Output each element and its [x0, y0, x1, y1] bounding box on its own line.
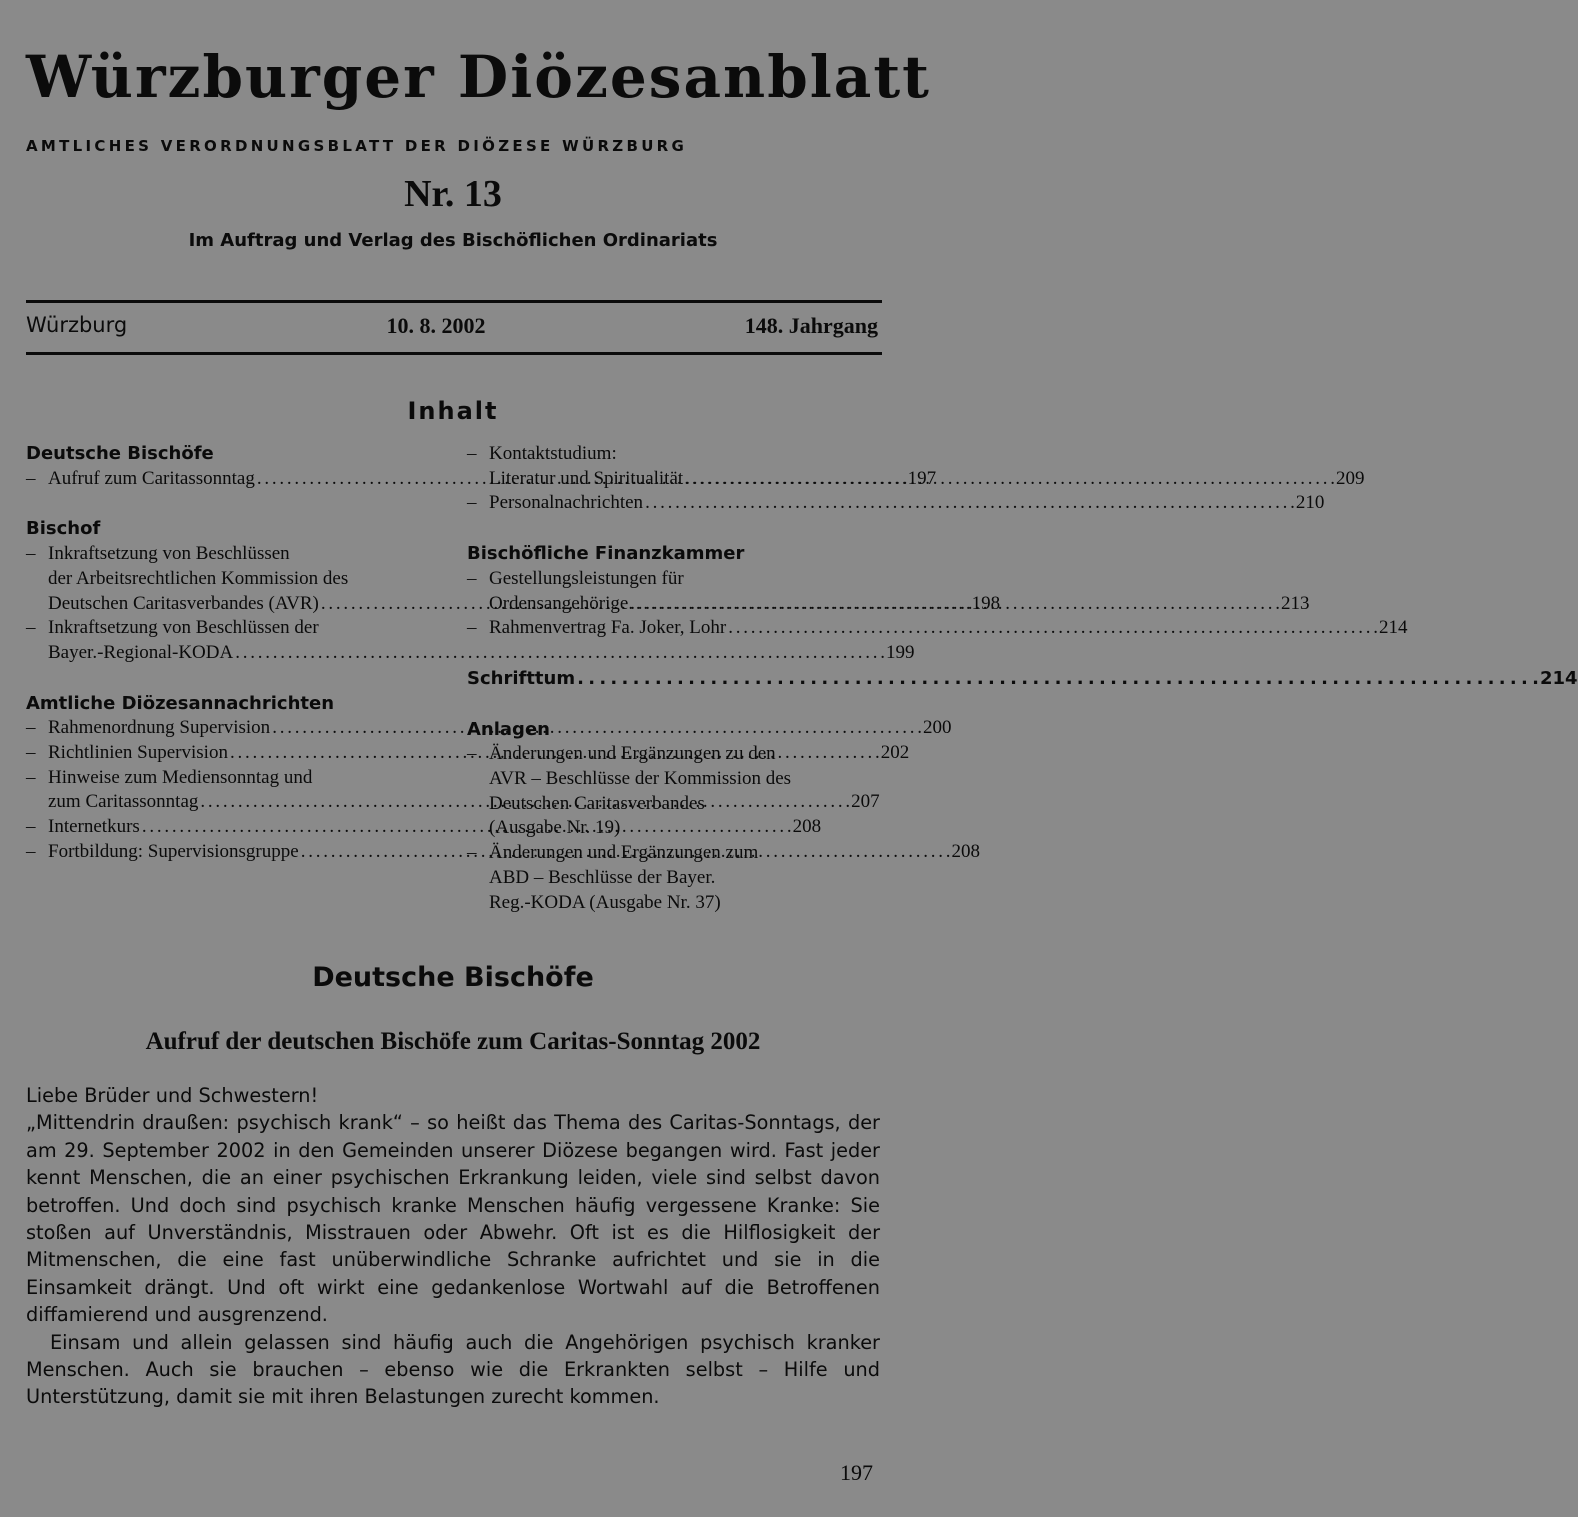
toc-entry-label: Kontaktstudium:: [489, 443, 617, 464]
toc-entry-text: [489, 616, 1407, 641]
toc-entry-label: Änderungen und Ergänzungen zum: [489, 842, 759, 864]
toc-section-heading: Anlagen: [467, 718, 550, 740]
leader-dots: [577, 667, 1538, 692]
issue-number: Nr. 13: [404, 173, 502, 215]
section-gap: [26, 491, 434, 517]
toc-page: 200: [922, 717, 952, 739]
toc-entry-label: Rahmenvertrag Fa. Joker, Lohr: [489, 617, 727, 639]
salutation: Liebe Brüder und Schwestern!: [26, 1084, 319, 1107]
dash: –: [26, 840, 36, 862]
toc-entry-label: AVR – Beschlüsse der Kommission des: [489, 768, 792, 790]
toc-entry-label: Richtlinien Supervision: [48, 742, 228, 764]
toc-page: 208: [792, 816, 822, 838]
toc-entry-text: [48, 766, 434, 791]
toc-entry: [467, 567, 881, 592]
toc-title: Inhalt: [407, 397, 499, 425]
toc-entry-label: der Arbeitsrechtlichen Kommission des: [48, 567, 349, 589]
dash: –: [26, 816, 36, 838]
dash: –: [467, 743, 477, 765]
toc-page: 209: [1335, 467, 1365, 489]
toc-entry-continuation: [467, 767, 881, 792]
dash: –: [467, 492, 477, 514]
toc-entry-label: Ordensangehörige: [489, 592, 629, 614]
toc-entry-text: [489, 467, 1364, 492]
toc-entry-label: Inkraftsetzung von Beschlüssen: [48, 543, 290, 565]
toc-entry: [26, 616, 434, 641]
divider-top: [26, 300, 882, 303]
toc-heading-text: [467, 667, 1540, 692]
dash: –: [467, 567, 477, 589]
toc-entry-text: [489, 742, 881, 767]
toc-entry-continuation: [467, 792, 881, 817]
section-gap: [26, 666, 434, 692]
toc-entry-text: [489, 792, 881, 817]
section-gap: [467, 692, 881, 718]
toc-entry-text: [489, 841, 881, 866]
toc-entry-text: [489, 816, 881, 841]
toc-entry: [467, 841, 881, 866]
toc-entry-text: [489, 567, 881, 592]
dash: –: [467, 443, 477, 464]
toc-section-heading: Deutsche Bischöfe: [26, 443, 214, 464]
dash: –: [26, 766, 36, 788]
toc-entry-label: Aufruf zum Caritassonntag: [48, 467, 255, 489]
toc-entry-label: Deutschen Caritasverbandes: [489, 792, 705, 814]
toc-entry-continuation: [467, 816, 881, 841]
toc-entry-label: Rahmenordnung Supervision: [48, 717, 271, 739]
toc-entry-label: Änderungen und Ergänzungen zu den: [489, 743, 776, 765]
toc-entry-text: [489, 866, 881, 891]
toc-page: 213: [1281, 592, 1310, 614]
toc-heading-label: Schrifttum: [467, 667, 576, 689]
dash: –: [26, 617, 36, 639]
paragraph: Einsam und allein gelassen sind häufig auch die Angehörigen psychisch kranker Menschen. Auch sie brauchen – ebenso wie die Erkrankten selbst – Hilfe und Unterstützung, damit sie mit ihren Belastungen zurecht kommen.: [26, 1330, 880, 1409]
toc-entry-label: (Ausgabe Nr. 19): [489, 817, 621, 839]
toc-entry-label: ABD – Beschlüsse der Bayer.: [489, 866, 716, 888]
section-gap: [467, 641, 881, 667]
leader-dots: [728, 616, 1377, 641]
article-body: [26, 1082, 880, 1411]
toc-entry-text: [489, 442, 881, 467]
dash: –: [26, 467, 36, 489]
toc-page: 214: [1539, 667, 1578, 689]
toc-entry-text: [48, 567, 434, 592]
place: Würzburg: [26, 313, 128, 337]
toc-page: 198: [971, 592, 1001, 614]
toc-entry-label: Bayer.-Regional-KODA: [48, 641, 234, 663]
toc-entry-continuation: [467, 866, 881, 891]
leader-dots: [630, 592, 1279, 617]
leader-dots: [645, 491, 1294, 516]
toc-entry-label: Hinweise zum Mediensonntag und: [48, 766, 313, 788]
dash: –: [26, 742, 36, 764]
article-section-heading: Deutsche Bischöfe: [312, 962, 594, 993]
toc-entry-label: Gestellungsleistungen für: [489, 567, 684, 589]
toc-page: 207: [851, 791, 880, 813]
toc-entry-label: Reg.-KODA (Ausgabe Nr. 37): [489, 891, 721, 913]
toc-page: 197: [907, 467, 937, 489]
toc-entry-label: Inkraftsetzung von Beschlüssen der: [48, 617, 319, 639]
toc-entry: [467, 491, 1325, 516]
toc-page: 199: [885, 641, 915, 663]
toc-section-heading: Bischof: [26, 518, 101, 540]
toc-entry-label: Personalnachrichten: [489, 492, 644, 514]
dash: –: [26, 717, 36, 739]
leader-dots: [685, 467, 1334, 492]
article-title: Aufruf der deutschen Bischöfe zum Caritas-Sonntag 2002: [145, 1028, 761, 1055]
section-gap: [467, 516, 881, 542]
divider-bottom: [26, 352, 882, 355]
toc-entry: [26, 766, 434, 791]
toc-page: 210: [1295, 492, 1325, 514]
toc-section-heading: [467, 667, 1578, 692]
toc-entry-label: Literatur und Spiritualität: [489, 467, 684, 489]
info-bar: [26, 313, 878, 339]
toc-section-heading: Amtliche Diözesannachrichten: [26, 692, 335, 714]
toc-entry-continuation: [26, 641, 915, 666]
toc-section-heading: Bischöfliche Finanzkammer: [467, 543, 745, 565]
toc-entry-text: [48, 616, 434, 641]
toc-entry: [467, 442, 881, 467]
toc-entry-label: Internetkurs: [48, 816, 140, 838]
dash: –: [26, 543, 36, 565]
toc-entry-label: zum Caritassonntag: [48, 791, 199, 813]
toc-entry-continuation: [467, 891, 881, 916]
toc-entry: [467, 742, 881, 767]
toc-entry-label: Deutschen Caritasverbandes (AVR): [48, 592, 319, 614]
toc-entry-label: Fortbildung: Supervisionsgruppe: [48, 840, 299, 862]
page-number: 197: [840, 1460, 873, 1485]
toc-entry: [26, 542, 434, 567]
dash: –: [467, 617, 477, 639]
toc-page: 214: [1378, 617, 1408, 639]
issue-date: 10. 8. 2002: [386, 313, 486, 338]
toc-entry-text: [489, 592, 1310, 617]
paragraph: „Mittendrin draußen: psychisch krank“ – so heißt das Thema des Caritas-Sonntags, der am 29. September 2002 in den Gemeinden unserer Diözese begangen wird. Fast jeder kennt Menschen, die an einer psychischen Erkrankung leiden, viele sind selbst davon betroffen. Und doch sind psychisch kranke Menschen häufig vergessene Kranke: Sie stoßen auf Unverständnis, Misstrauen oder Abwehr. Oft ist es die Hilflosigkeit der Mitmenschen, die eine fast unüberwindliche Schranke aufrichtet und sie in die Einsamkeit drängt. Und oft wirkt eine gedankenlose Wortwahl auf die Betroffenen diffamierend und ausgrenzend.: [26, 1111, 880, 1327]
toc-page: 208: [951, 840, 980, 862]
toc-entry-continuation: [26, 567, 434, 592]
toc-page: 202: [880, 742, 910, 764]
masthead-title: Würzburger Diözesanblatt: [26, 43, 931, 111]
toc-entry: [467, 616, 1408, 641]
toc-entry-text: [489, 491, 1324, 516]
toc-entry-text: [489, 891, 881, 916]
masthead-subtitle: AMTLICHES VERORDNUNGSBLATT DER DIÖZESE WÜRZBURG: [26, 137, 688, 155]
toc-entry-text: [48, 542, 434, 567]
publisher-line: Im Auftrag und Verlag des Bischöflichen Ordinariats: [188, 230, 718, 251]
toc-entry-text: [489, 767, 881, 792]
volume: 148. Jahrgang: [744, 313, 878, 338]
dash: –: [467, 842, 477, 864]
